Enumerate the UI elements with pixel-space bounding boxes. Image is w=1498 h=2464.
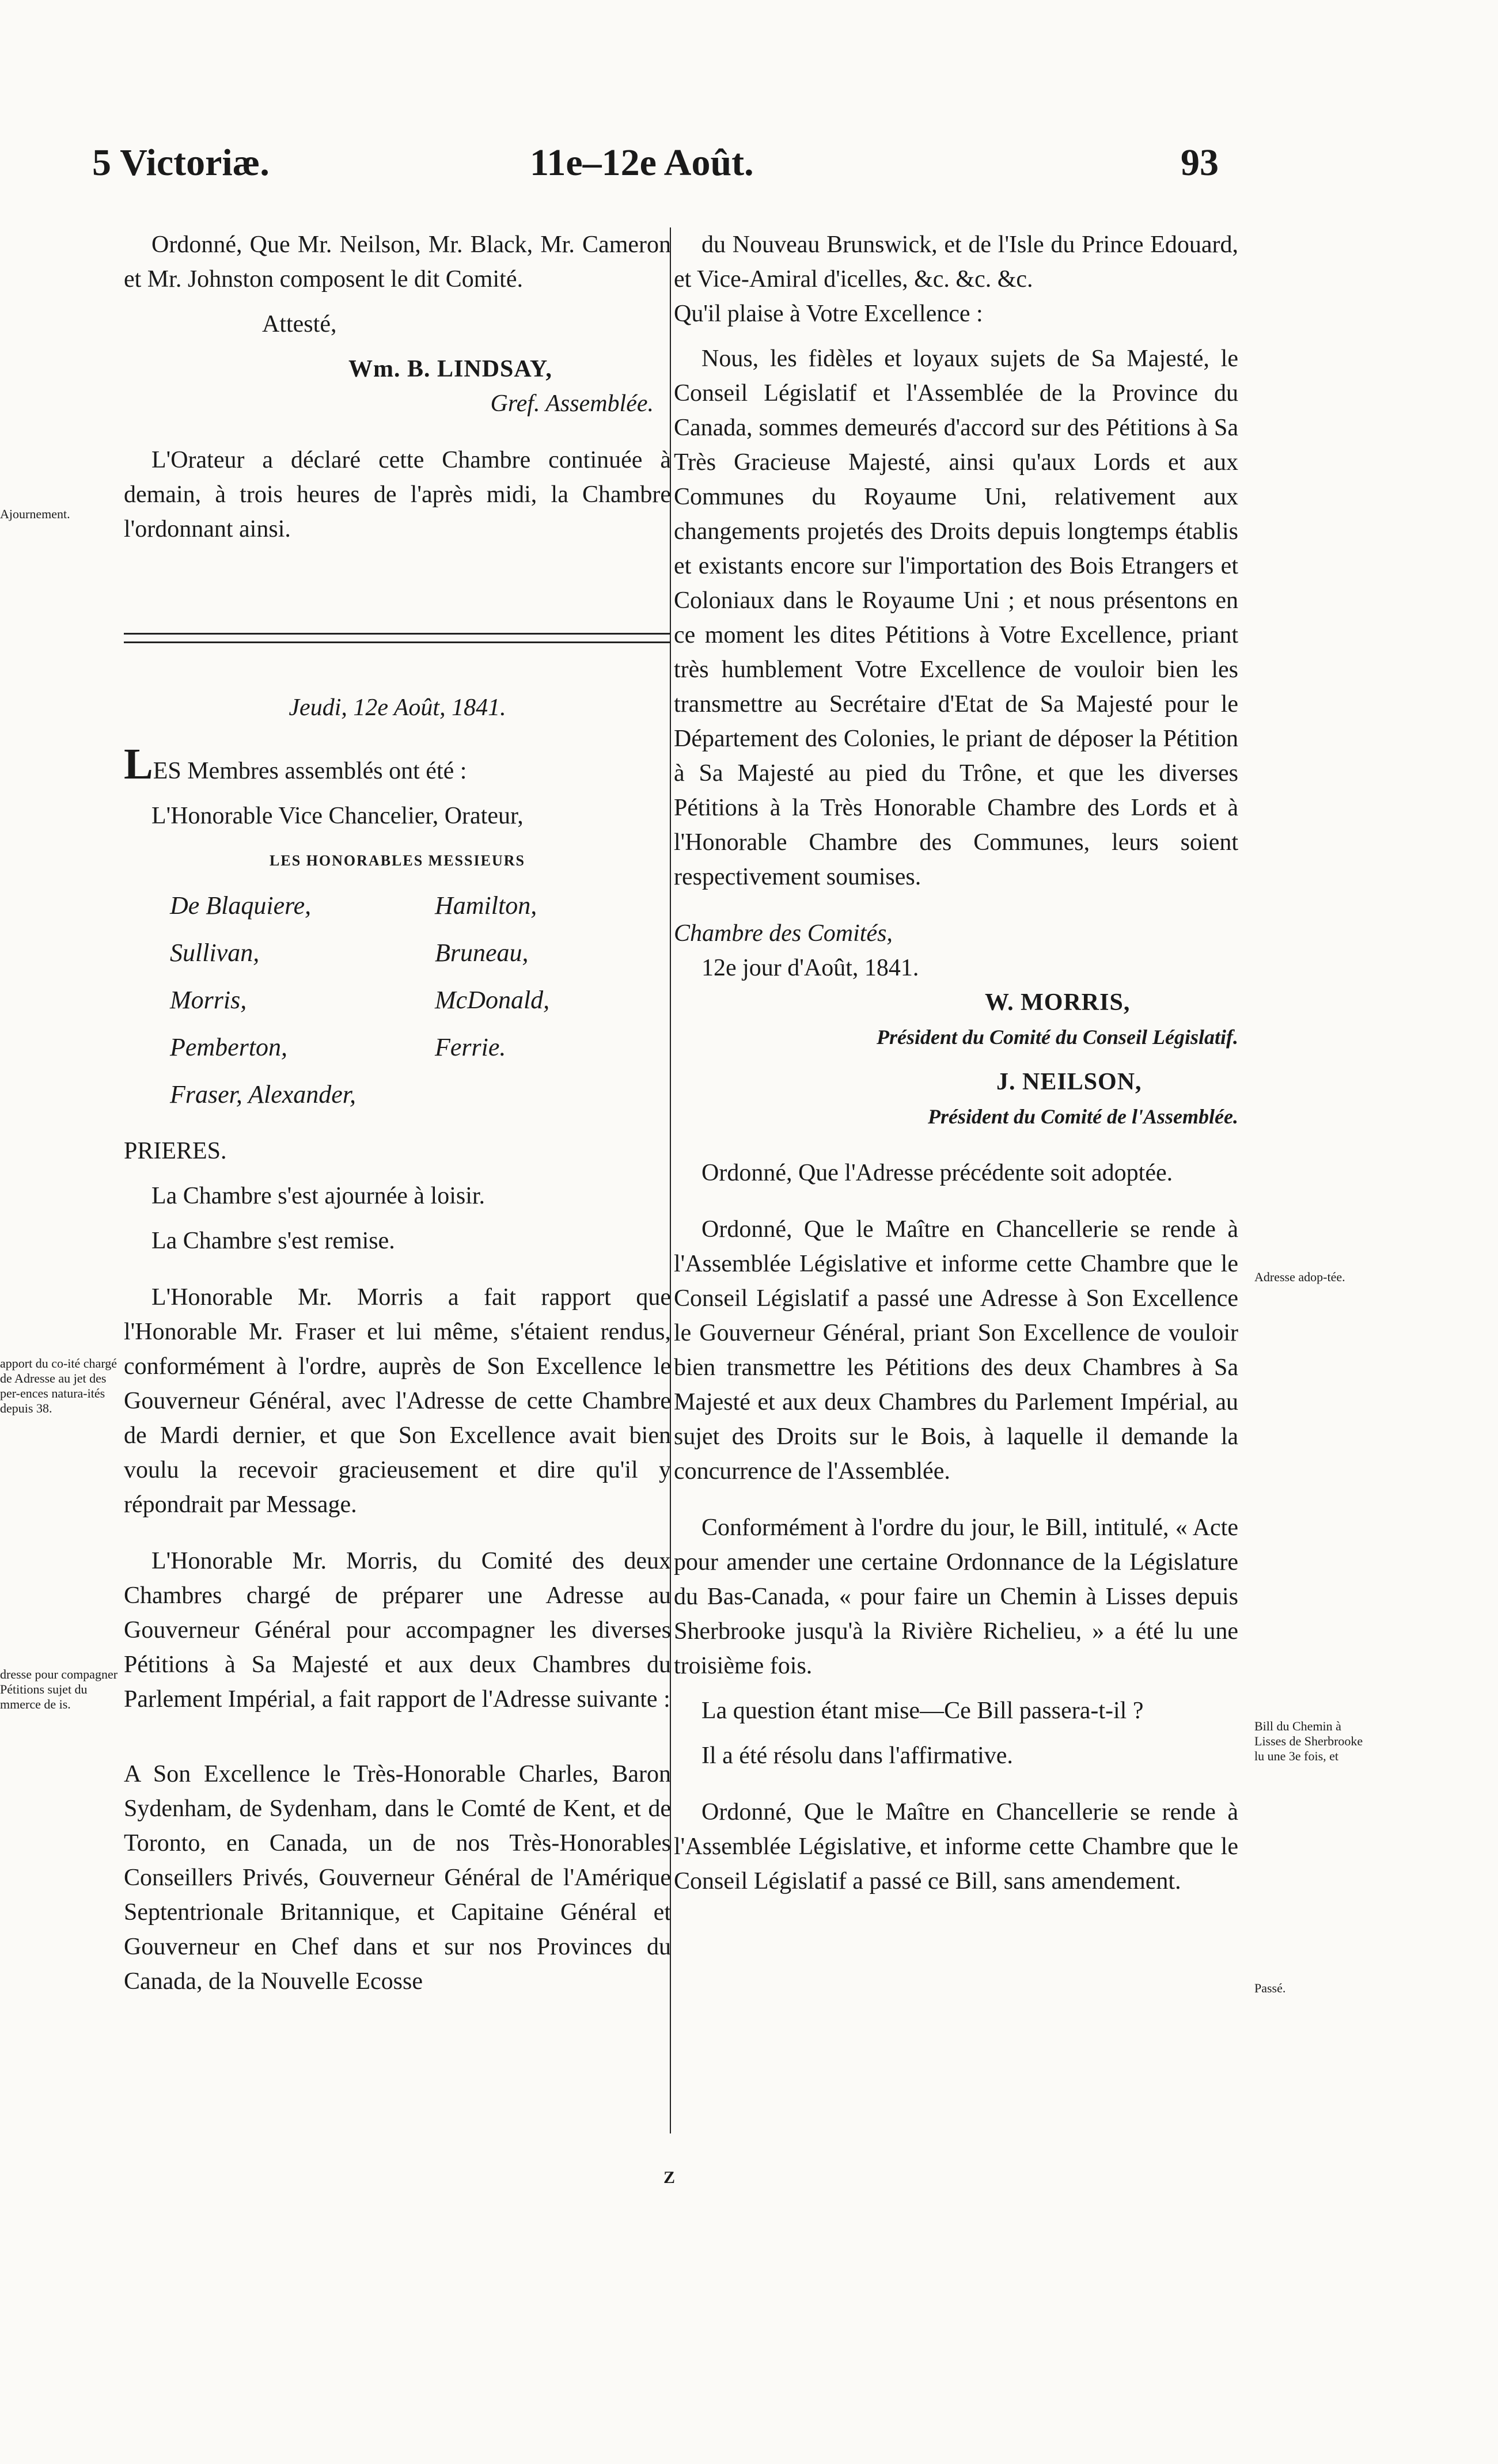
signature-mark: Z xyxy=(663,2168,676,2187)
morris-signature: W. MORRIS, xyxy=(985,989,1131,1016)
bill-text: Conformément à l'ordre du jour, le Bill, intitulé, « Acte pour amender une certaine Ordonnance de la Législature du Bas-Canada, « pour faire un Chemin à Lisses depuis Sherbrooke jusqu'à la Rivière Richelieu, » a été lu une troisième fois. xyxy=(674,1514,1238,1679)
morris-committee: L'Honorable Mr. Morris, du Comité des deux Chambres chargé de préparer une Adresse au Gouverneur Général pour accompagner les diverses Pétitions à Sa Majesté et aux deux Chambres du Parlement Impérial, a fait rapport de l'Adresse suivante : xyxy=(124,1548,671,1713)
orateur-line: L'Honorable Vice Chancelier, Orateur, xyxy=(151,803,524,829)
resolu: Il a été résolu dans l'affirmative. xyxy=(701,1742,1013,1769)
neilson-title: Président du Comité de l'Assemblée. xyxy=(928,1105,1238,1128)
members-list xyxy=(124,889,671,1112)
margin-note-ajournement: Ajournement. xyxy=(0,507,70,521)
right-column xyxy=(674,227,1238,1899)
member-name: Hamilton, xyxy=(435,891,537,920)
morris-title: Président du Comité du Conseil Législatif. xyxy=(876,1026,1238,1049)
adjournment-text: L'Orateur a déclaré cette Chambre continuée à demain, à trois heures de l'après midi, la Chambre l'ordonnant ainsi. xyxy=(124,447,671,542)
adresse-adoptee: Ordonné, Que l'Adresse précédente soit adoptée. xyxy=(701,1160,1173,1186)
petition-text: Nous, les fidèles et loyaux sujets de Sa Majesté, le Conseil Législatif et l'Assemblée de la Province du Canada, sommes demeurés d'accord sur des Pétitions à Sa Très Gracieuse Majesté, ainsi qu'aux Lords et aux Communes du Royaume Uni, relativement aux changements projetés des Droits depuis longtemps établis et existants encore sur l'importation des Bois Etrangers et Coloniaux dans le Royaume Uni ; et nous présentons en ce moment les dites Pétitions à Votre Excellence, priant très humblement Votre Excellence de vouloir bien les transmettre au Secrétaire d'Etat de Sa Majesté pour le Département des Colonies, le priant de déposer la Pétition à Sa Majesté au pied du Trône, et que les diverses Pétitions à la Très Honorable Chambre des Lords et à l'Honorable Chambre des Communes, leurs soient respectivement soumises. xyxy=(674,346,1238,890)
neilson-signature: J. NEILSON, xyxy=(996,1069,1142,1095)
address-continued: du Nouveau Brunswick, et de l'Isle du Prince Edouard, et Vice-Amiral d'icelles, &c. &c. &c. xyxy=(674,231,1238,293)
membres-line xyxy=(124,740,671,788)
lindsay-name: Wm. B. LINDSAY, xyxy=(348,356,552,382)
member-name: Fraser, Alexander, xyxy=(170,1080,357,1108)
header-session: 5 Victoriæ. xyxy=(92,142,270,184)
member-name: Pemberton, xyxy=(170,1033,288,1061)
remise: La Chambre s'est remise. xyxy=(151,1228,395,1254)
ordonne-committee: Ordonné, Que Mr. Neilson, Mr. Black, Mr. Cameron et Mr. Johnston composent le dit Comité. xyxy=(124,231,671,293)
margin-note-passe: Passé. xyxy=(1254,1981,1286,1995)
margin-note-adresse-pour: dresse pour compagner Pétitions sujet du mmerce de is. xyxy=(0,1667,118,1711)
member-name: De Blaquiere, xyxy=(170,891,312,920)
ajournee: La Chambre s'est ajournée à loisir. xyxy=(151,1183,486,1209)
member-name: Bruneau, xyxy=(435,939,529,967)
jour-date: 12e jour d'Août, 1841. xyxy=(701,955,919,981)
dropcap-letter: L xyxy=(124,740,153,788)
header-dates: 11e–12e Août. xyxy=(530,142,754,184)
maitre-adresse: Ordonné, Que le Maître en Chancellerie se rende à l'Assemblée Législative et informe cette Chambre que le Conseil Législatif a passé une Adresse à Son Excellence le Gouverneur Général, priant Son Excellence de vouloir bien transmettre les Pétitions des deux Chambres à Sa Majesté et aux deux Chambres du Parlement Impérial, au sujet des Droits sur le Bois, à laquelle il demande la concurrence de l'Assemblée. xyxy=(674,1216,1238,1485)
margin-note-adresse-adoptee: Adresse adop-tée. xyxy=(1254,1270,1345,1284)
maitre-bill: Ordonné, Que le Maître en Chancellerie se rende à l'Assemblée Législative, et informe cette Chambre que le Conseil Législatif a passé ce Bill, sans amendement. xyxy=(674,1799,1238,1894)
address-start: A Son Excellence le Très-Honorable Charles, Baron Sydenham, de Sydenham, dans le Comté de Kent, et de Toronto, en Canada, un de nos Très-Honorables Conseillers Privés, Gouverneur Général de l'Amérique Septentrionale Britannique, et Capitaine Général et Gouverneur en Chef dans et sur nos Provinces du Canada, de la Nouvelle Ecosse xyxy=(124,1761,671,1995)
member-name: McDonald, xyxy=(435,986,550,1014)
date-line: Jeudi, 12e Août, 1841. xyxy=(289,694,506,721)
membres-text: ES Membres assemblés ont été : xyxy=(153,758,467,784)
member-name: Morris, xyxy=(170,986,247,1014)
left-column xyxy=(124,227,671,1999)
atteste: Attesté, xyxy=(262,311,337,337)
morris-report: L'Honorable Mr. Morris a fait rapport que l'Honorable Mr. Fraser et lui même, s'étaient rendus, conformément à l'ordre, auprès de Son Excellence le Gouverneur Général, avec l'Adresse de cette Chambre de Mardi dernier, et que Son Excellence avait bien voulu la recevoir gracieusement et dire qu'il y répondrait par Message. xyxy=(124,1284,671,1518)
margin-note-bill-chemin: Bill du Chemin à Lisses de Sherbrooke lu une 3e fois, et xyxy=(1254,1719,1363,1763)
honorables-heading: LES HONORABLES MESSIEURS xyxy=(270,852,525,869)
chambre-comites: Chambre des Comités, xyxy=(674,920,893,947)
member-name: Ferrie. xyxy=(435,1033,506,1061)
margin-note-rapport: apport du co-ité chargé de Adresse au jet des per-ences natura-ités depuis 38. xyxy=(0,1356,117,1415)
member-name: Sullivan, xyxy=(170,939,260,967)
question: La question étant mise—Ce Bill passera-t-il ? xyxy=(701,1698,1144,1724)
prieres: PRIERES. xyxy=(124,1138,227,1164)
page-number: 93 xyxy=(1181,142,1219,184)
section-rule xyxy=(124,633,671,643)
quil-plaise: Qu'il plaise à Votre Excellence : xyxy=(674,301,983,327)
lindsay-title: Gref. Assemblée. xyxy=(490,390,654,417)
member-name xyxy=(435,1077,677,1112)
